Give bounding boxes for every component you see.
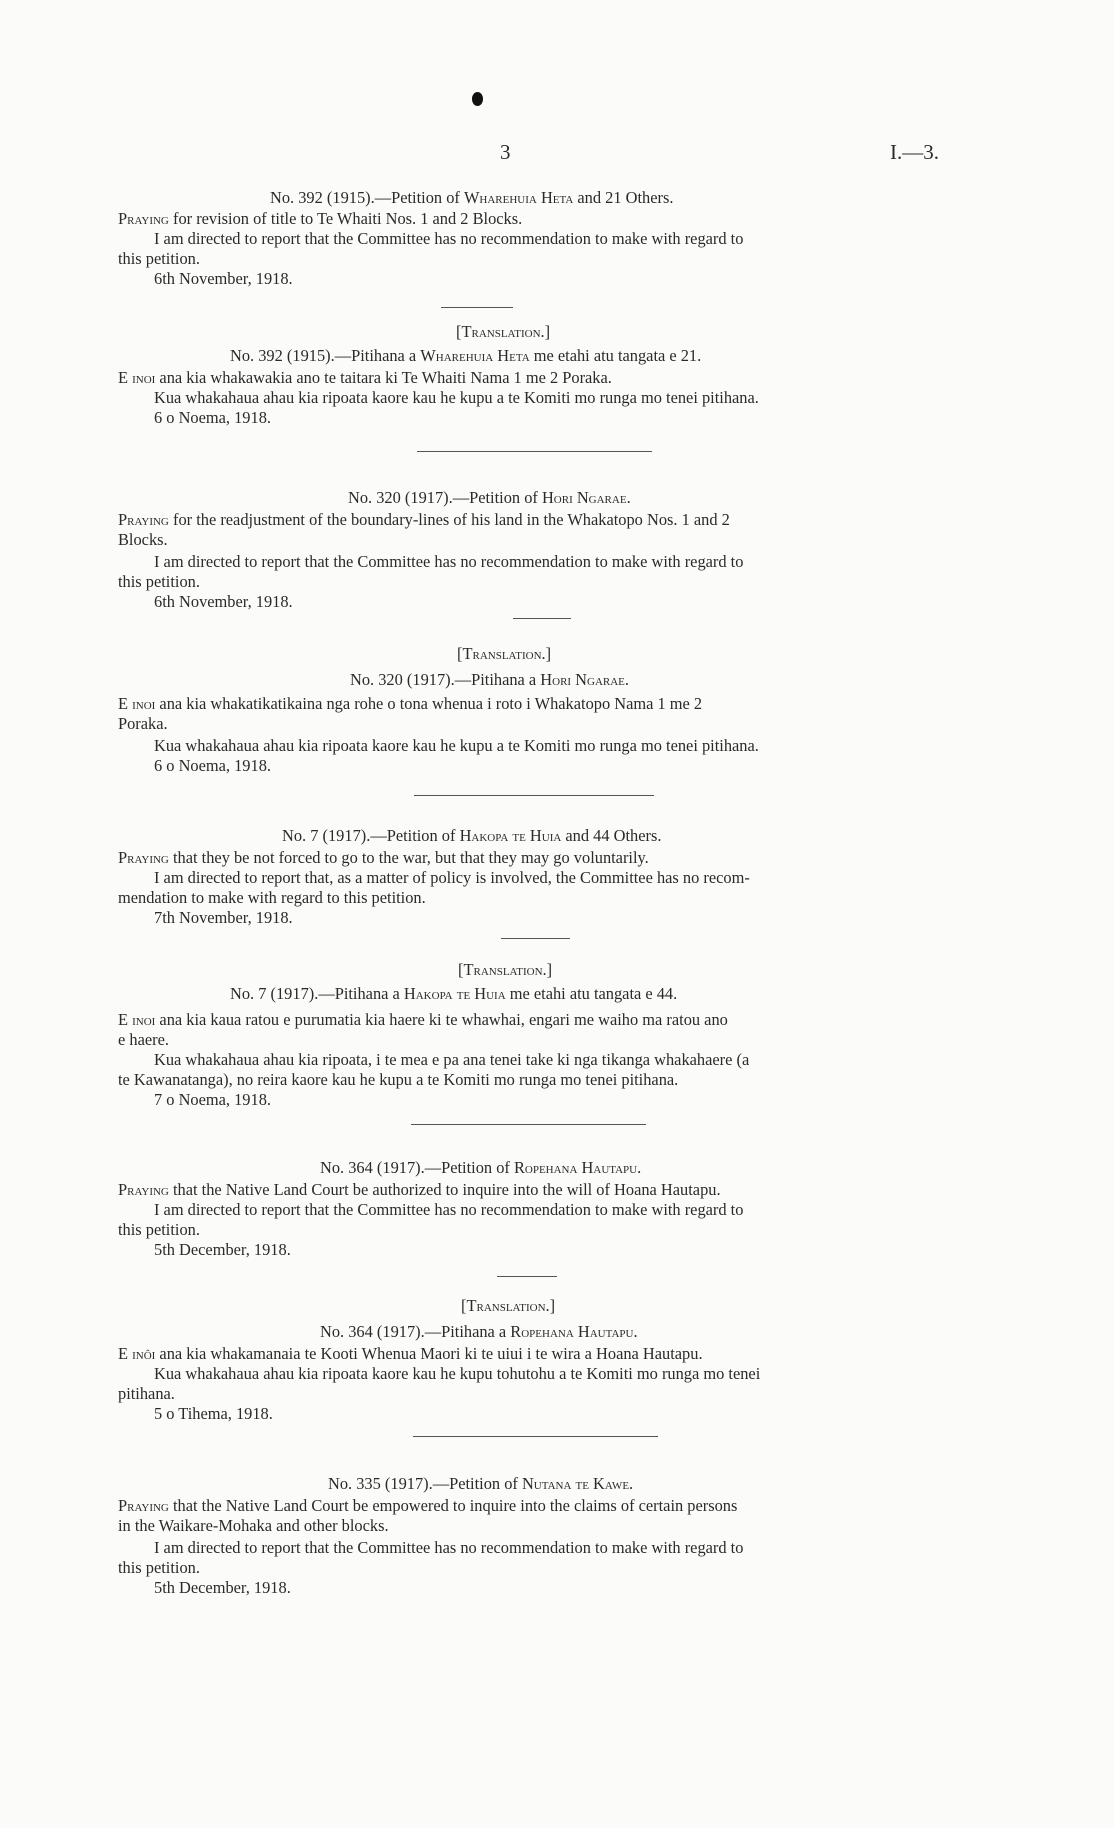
petition-392-date: 6th November, 1918. xyxy=(154,269,293,288)
petition-392-title: No. 392 (1915).—Petition of Wharehuia Heta and 21 Others. xyxy=(270,188,674,207)
petition-364-date: 5th December, 1918. xyxy=(154,1240,291,1259)
section-divider xyxy=(411,1124,646,1125)
translation-label: [Translation.] xyxy=(457,644,552,663)
petition-335-praying-cont: in the Waikare-Mohaka and other blocks. xyxy=(118,1516,389,1535)
petition-392-report-cont: this petition. xyxy=(118,249,200,268)
petition-364-title: No. 364 (1917).—Petition of Ropehana Hautapu. xyxy=(320,1158,642,1177)
petition-335-date: 5th December, 1918. xyxy=(154,1578,291,1597)
pitihana-364-report: Kua whakahaua ahau kia ripoata kaore kau he kupu tohutohu a te Komiti mo runga mo tenei xyxy=(154,1364,761,1383)
pitihana-320-title: No. 320 (1917).—Pitihana a Hori Ngarae. xyxy=(350,670,630,689)
petition-392-praying: Praying for revision of title to Te Whaiti Nos. 1 and 2 Blocks. xyxy=(118,209,523,228)
divider xyxy=(497,1276,557,1277)
pitihana-320-date: 6 o Noema, 1918. xyxy=(154,756,271,775)
pitihana-7-title: No. 7 (1917).—Pitihana a Hakopa te Huia me etahi atu tangata e 44. xyxy=(230,984,678,1003)
petition-320-title: No. 320 (1917).—Petition of Hori Ngarae. xyxy=(348,488,631,507)
pitihana-364-inoi: E inôi ana kia whakamanaia te Kooti Whenua Maori ki te uiui i te wira a Hoana Hautapu. xyxy=(118,1344,703,1363)
petition-335-report-cont: this petition. xyxy=(118,1558,200,1577)
section-divider xyxy=(413,1436,658,1437)
pitihana-7-inoi-cont: e haere. xyxy=(118,1030,169,1049)
pitihana-392-report: Kua whakahaua ahau kia ripoata kaore kau he kupu a te Komiti mo runga mo tenei pitihana. xyxy=(154,388,759,407)
petition-364-report: I am directed to report that the Committee has no recommendation to make with regard to xyxy=(154,1200,744,1219)
translation-label: [Translation.] xyxy=(458,960,553,979)
ink-blot xyxy=(472,92,483,106)
petition-364-praying: Praying that the Native Land Court be authorized to inquire into the will of Hoana Hautapu. xyxy=(118,1180,721,1199)
pitihana-364-title: No. 364 (1917).—Pitihana a Ropehana Hautapu. xyxy=(320,1322,638,1341)
divider xyxy=(513,618,571,619)
petition-7-date: 7th November, 1918. xyxy=(154,908,293,927)
pitihana-392-date: 6 o Noema, 1918. xyxy=(154,408,271,427)
pitihana-7-report: Kua whakahaua ahau kia ripoata, i te mea e pa ana tenei take ki nga tikanga whakahaere (a xyxy=(154,1050,750,1069)
petition-7-praying: Praying that they be not forced to go to the war, but that they may go voluntarily. xyxy=(118,848,649,867)
section-divider xyxy=(417,451,652,452)
pitihana-392-inoi: E inoi ana kia whakawakia ano te taitara ki Te Whaiti Nama 1 me 2 Poraka. xyxy=(118,368,612,387)
pitihana-364-report-cont: pitihana. xyxy=(118,1384,175,1403)
petition-392-report: I am directed to report that the Committee has no recommendation to make with regard to xyxy=(154,229,744,248)
petition-320-report: I am directed to report that the Committee has no recommendation to make with regard to xyxy=(154,552,744,571)
petition-320-praying-cont: Blocks. xyxy=(118,530,168,549)
petition-364-report-cont: this petition. xyxy=(118,1220,200,1239)
translation-label: [Translation.] xyxy=(456,322,551,341)
petition-335-title: No. 335 (1917).—Petition of Nutana te Kawe. xyxy=(328,1474,634,1493)
petition-7-report: I am directed to report that, as a matter of policy is involved, the Committee has no recom- xyxy=(154,868,750,887)
pitihana-320-report: Kua whakahaua ahau kia ripoata kaore kau he kupu a te Komiti mo runga mo tenei pitihana. xyxy=(154,736,759,755)
pitihana-7-inoi: E inoi ana kia kaua ratou e purumatia kia haere ki te whawhai, engari me waiho ma ratou ano xyxy=(118,1010,728,1029)
pitihana-320-inoi: E inoi ana kia whakatikatikaina nga rohe o tona whenua i roto i Whakatopo Nama 1 me 2 xyxy=(118,694,703,713)
petition-320-praying: Praying for the readjustment of the boundary-lines of his land in the Whakatopo Nos. 1 and 2 xyxy=(118,510,730,529)
translation-label: [Translation.] xyxy=(461,1296,556,1315)
petition-335-report: I am directed to report that the Committee has no recommendation to make with regard to xyxy=(154,1538,744,1557)
pitihana-392-title: No. 392 (1915).—Pitihana a Wharehuia Heta me etahi atu tangata e 21. xyxy=(230,346,702,365)
petition-335-praying: Praying that the Native Land Court be empowered to inquire into the claims of certain persons xyxy=(118,1496,738,1515)
divider xyxy=(501,938,570,939)
pitihana-364-date: 5 o Tihema, 1918. xyxy=(154,1404,273,1423)
pitihana-7-date: 7 o Noema, 1918. xyxy=(154,1090,271,1109)
document-reference: I.—3. xyxy=(890,140,939,164)
pitihana-7-report-cont: te Kawanatanga), no reira kaore kau he kupu a te Komiti mo runga mo tenei pitihana. xyxy=(118,1070,679,1089)
page-number: 3 xyxy=(500,140,511,164)
petition-320-date: 6th November, 1918. xyxy=(154,592,293,611)
petition-7-report-cont: mendation to make with regard to this petition. xyxy=(118,888,426,907)
section-divider xyxy=(414,795,654,796)
pitihana-320-inoi-cont: Poraka. xyxy=(118,714,168,733)
divider xyxy=(441,307,513,308)
petition-7-title: No. 7 (1917).—Petition of Hakopa te Huia and 44 Others. xyxy=(282,826,662,845)
petition-320-report-cont: this petition. xyxy=(118,572,200,591)
